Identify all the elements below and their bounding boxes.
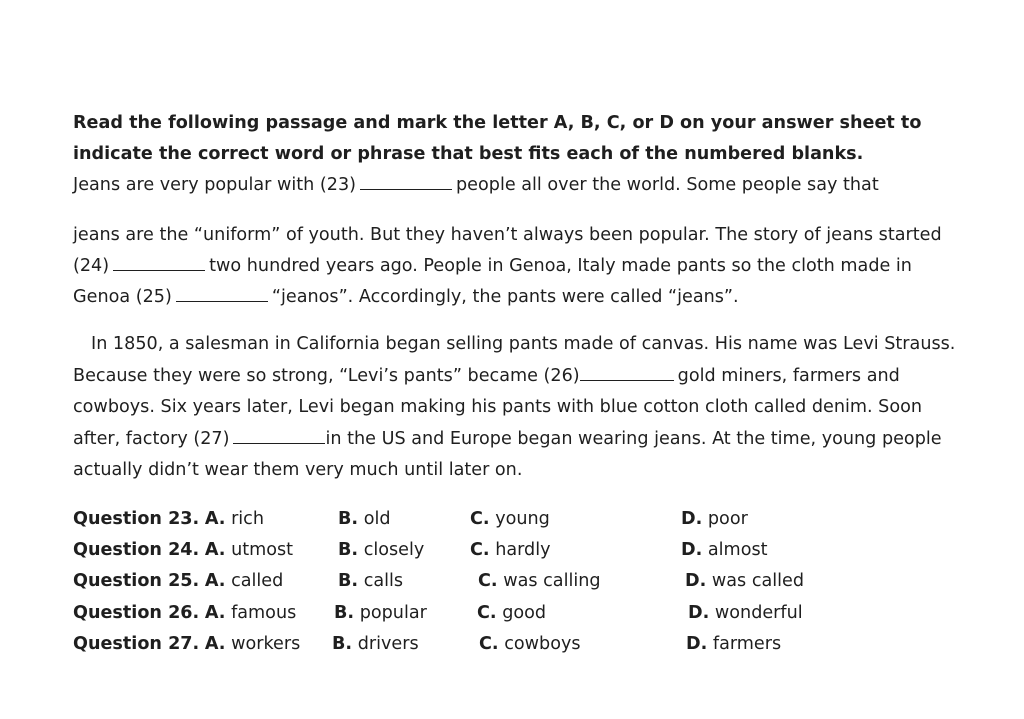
passage-text: Jeans are very popular with (23) (73, 175, 357, 195)
option-letter: D. (681, 540, 703, 560)
blank-27 (233, 428, 325, 444)
option-letter: D. (685, 571, 707, 591)
option-letter: C. (470, 509, 490, 529)
passage-line (73, 365, 900, 387)
instruction-line-1: Read the following passage and mark the letter A, B, C, or D on your answer sheet to (73, 113, 922, 133)
passage-text: people all over the world. Some people say that (456, 175, 879, 195)
option-c: cowboys (504, 634, 581, 654)
option-d: almost (707, 540, 768, 560)
option-letter: B. (338, 540, 359, 560)
passage-line: jeans are the “uniform” of youth. But they haven’t always been popular. The story of jeans started (73, 225, 942, 245)
passage-line (73, 255, 912, 277)
option-letter: B. (338, 509, 359, 529)
question-label: Question 24. (73, 540, 200, 560)
option-letter: A. (204, 603, 226, 623)
passage-line (73, 428, 942, 450)
option-letter: A. (204, 571, 226, 591)
blank-23 (360, 174, 452, 190)
option-b: closely (363, 540, 425, 560)
question-label: Question 23. (73, 509, 200, 529)
option-letter: D. (688, 603, 710, 623)
passage-text: after, factory (27) (73, 429, 230, 449)
option-c: was calling (503, 571, 601, 591)
passage-line: actually didn’t wear them very much until later on. (73, 460, 523, 480)
passage-line: In 1850, a salesman in California began selling pants made of canvas. His name was Levi Strauss. (91, 334, 956, 354)
passage-text: gold miners, farmers and (677, 366, 900, 386)
passage-text: in the US and Europe began wearing jeans. At the time, young people (325, 429, 942, 449)
blank-25 (176, 286, 268, 302)
option-c: young (495, 509, 550, 529)
passage-text: “jeanos”. Accordingly, the pants were called “jeans”. (271, 287, 739, 307)
passage-text: two hundred years ago. People in Genoa, Italy made pants so the cloth made in (209, 256, 912, 276)
option-letter: B. (332, 634, 353, 654)
question-label: Question 26. (73, 603, 200, 623)
passage-line (73, 174, 879, 196)
option-letter: D. (686, 634, 708, 654)
blank-26 (580, 365, 674, 381)
option-d: farmers (712, 634, 782, 654)
option-a: utmost (231, 540, 294, 560)
option-letter: C. (470, 540, 490, 560)
question-label: Question 27. (73, 634, 200, 654)
question-label: Question 25. (73, 571, 200, 591)
option-b: drivers (357, 634, 419, 654)
option-d: was called (711, 571, 805, 591)
instruction-line-2: indicate the correct word or phrase that best fits each of the numbered blanks. (73, 144, 864, 164)
option-a: workers (231, 634, 301, 654)
passage-text: Because they were so strong, “Levi’s pants” became (26) (73, 366, 580, 386)
option-letter: C. (479, 634, 499, 654)
blank-24 (113, 255, 205, 271)
option-d: wonderful (714, 603, 803, 623)
option-b: popular (359, 603, 427, 623)
option-a: famous (231, 603, 297, 623)
option-letter: C. (477, 603, 497, 623)
option-letter: C. (478, 571, 498, 591)
option-d: poor (707, 509, 748, 529)
option-c: hardly (495, 540, 551, 560)
option-letter: B. (338, 571, 359, 591)
option-letter: A. (204, 634, 226, 654)
option-letter: A. (204, 540, 226, 560)
option-a: called (231, 571, 284, 591)
option-letter: B. (334, 603, 355, 623)
passage-line: cowboys. Six years later, Levi began making his pants with blue cotton cloth called denim. Soon (73, 397, 923, 417)
passage-text: (24) (73, 256, 110, 276)
option-b: calls (363, 571, 404, 591)
option-b: old (363, 509, 391, 529)
option-letter: A. (204, 509, 226, 529)
passage-line (73, 286, 739, 308)
option-letter: D. (681, 509, 703, 529)
option-c: good (502, 603, 547, 623)
passage-text: Genoa (25) (73, 287, 172, 307)
option-a: rich (231, 509, 265, 529)
